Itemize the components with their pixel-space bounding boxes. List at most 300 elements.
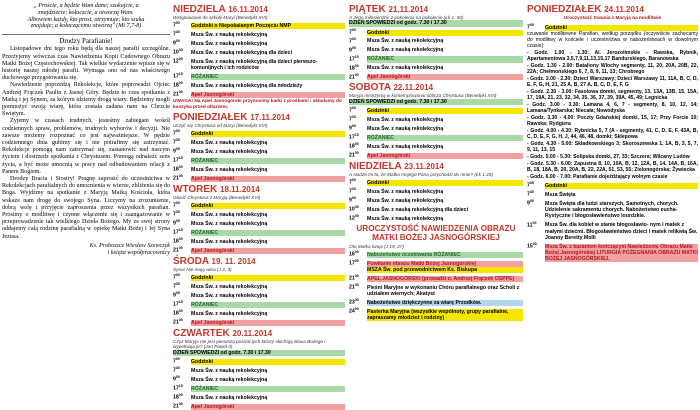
time — [527, 180, 545, 189]
time-minute: 00 — [354, 72, 359, 77]
schedule-row — [527, 180, 698, 189]
vigil-slot: - Godz. 4.30 - 5.00: Składkowskiego 3; Skoroszewska 1, 1A, B, 3, 5, 7, 9, 11, 13, 15 — [527, 141, 698, 154]
schedule-row — [349, 177, 523, 186]
time — [527, 22, 545, 31]
time-hour: 7 — [349, 188, 352, 195]
vigil-slot: - Godz. 2.00 - 2.30: Dzieci Warszawy; Dzieci Warszawy 11, 11A, B, C, D, E, F, G, H, 21, 25 A, B, 27 A, B, C, D, E, F, G — [527, 76, 698, 89]
service-name: Msza Święta — [545, 192, 576, 199]
time-minute: 00 — [351, 178, 356, 183]
time-minute: 15 — [178, 300, 183, 305]
time — [349, 186, 367, 195]
service-name: Msza Św. z nauką rekolekcyjną — [191, 166, 268, 173]
schedule-row — [173, 155, 345, 164]
service-name: Msza Św. z nauką rekolekcyjną — [191, 140, 268, 146]
service-name: Msza Św. z nauką rekolekcyjną — [191, 32, 268, 39]
time — [349, 195, 367, 204]
service-name: Godzinki — [545, 25, 698, 31]
time — [173, 146, 191, 155]
time-hour: 7 — [173, 367, 176, 374]
service-name: Godzinki — [545, 183, 698, 189]
letter-paragraph: Listopadowe dni tego roku będą dla naszej parafii szczególne. Przeżyjemy wówczas czas Nawiedzenia Kopii Cudownego Obrazu Matki Bożej Częstochowskiej. Tak wielkie wydarzenie wpisze się w historię naszej młodej parafii. Wymaga ono od nas właściwego duchowego przygotowania się. — [2, 46, 170, 82]
time-minute: 00 — [178, 174, 183, 179]
time — [173, 47, 191, 56]
schedule-row — [173, 392, 345, 401]
schedule-row — [349, 141, 523, 150]
time — [349, 141, 367, 150]
day-date: 17.11.2014 — [250, 112, 290, 122]
time-minute: 00 — [351, 106, 356, 111]
time-minute: 00 — [178, 309, 183, 314]
service-name: Apel Jasnogórski — [367, 74, 523, 80]
schedule-row — [349, 150, 523, 159]
time-minute: 00 — [532, 241, 537, 246]
time — [173, 356, 191, 365]
time — [173, 383, 191, 392]
service-name: Msza Św. z nauką rekolekcyjną — [367, 143, 444, 150]
schedule-row — [173, 146, 345, 155]
time-hour: 9 — [349, 47, 352, 54]
service-name: Msza Św. z nauką rekolekcyjną — [367, 38, 444, 45]
visitation-title: UROCZYSTOŚĆ NAWIEDZENIA OBRAZU MATKI BOŻEJ JASNOGÓRSKIEJ — [356, 223, 516, 242]
time-minute: 00 — [175, 129, 180, 134]
schedule-row — [173, 71, 345, 80]
time-hour: 7 — [173, 275, 176, 282]
schedule-row — [173, 128, 345, 137]
time-hour: 23 — [349, 299, 355, 306]
service-name: Powitanie obrazu Matki Bożej Jasnogórskiej — [367, 261, 523, 267]
time — [349, 213, 367, 222]
schedule-row — [173, 227, 345, 236]
time-hour: 21 — [173, 319, 179, 326]
service-name: MSZA Św. pod przewodnictwem Ks. Biskupa — [367, 267, 523, 273]
vigil-slot: - Godz. 1.00 - 1.30: Al. Jerozolimskie - Rawska, Rybnik, Apartamentowa 3,5,7,9,11,13,15,17 Bandurskiego, Baranowska — [527, 50, 698, 63]
service-name: APEL JASNOGÓRSKI (prowadzi o. Andrzej Frączek OSPPE) — [367, 276, 523, 282]
schedule-row — [349, 27, 523, 36]
schedule-row — [349, 123, 523, 132]
time-minute: 30 — [175, 138, 180, 143]
vigil-intro: czuwanie modlitewne Parafian, według porządku (oczywiście zachęcamy do modlitwy w kościele i uczestnictwa w nabożeństwach w dowolnym czasie): — [527, 31, 698, 50]
time — [173, 374, 191, 383]
schedule-row — [349, 213, 523, 222]
time — [173, 56, 191, 65]
schedule-column-2 — [349, 2, 523, 402]
time — [349, 45, 367, 54]
day-name: PONIEDZIAŁEK — [173, 111, 248, 123]
service-name: Apel Jasnogórski — [367, 153, 523, 159]
time-hour: 18 — [173, 166, 179, 173]
time-hour: 7 — [349, 116, 352, 123]
service-name: Msza Św. z nauką rekolekcyjną — [191, 220, 268, 227]
confession-note: DZIEŃ SPOWIEDZI od godz. 7.30 i 17.30 — [173, 350, 345, 356]
service-name: Msza Św. z nauką rekolekcyjną — [191, 284, 268, 291]
time-minute: 00 — [175, 291, 180, 296]
time-hour: 7 — [173, 203, 176, 210]
time-minute: 00 — [175, 273, 180, 278]
service-name: RÓŻANIEC — [191, 386, 345, 392]
time-hour: 24 — [349, 308, 355, 315]
time — [349, 258, 367, 267]
time-hour: 18 — [173, 82, 179, 89]
service-name: Msza Św. z nauką rekolekcyjną dla dzieci — [367, 206, 469, 213]
time-minute: 00 — [178, 237, 183, 242]
time-hour: 16 — [349, 251, 355, 258]
time-hour: 7 — [527, 25, 530, 32]
service-name: RÓŻANIEC — [191, 230, 345, 236]
time-hour: 7 — [173, 212, 176, 219]
time-hour: 17 — [349, 56, 355, 63]
vigil-slot: - Godz. 1.30 - 2.00: Bataliony Wlochy segmenty, 11, 20, 20A, 20B, 22, 22A; Chełmońskiego 6, 7, 8, 9, 11, 13; Chrobrego — [527, 63, 698, 76]
day-motto: Maryja mistrzynią w kontemplowaniu oblicza Chrystusa (Benedykt XVI) — [349, 93, 497, 99]
time-minute: 30 — [529, 190, 534, 195]
time-minute: 30 — [354, 205, 359, 210]
time-hour: 21 — [173, 247, 179, 254]
time-minute: 00 — [175, 39, 180, 44]
schedule-row — [527, 241, 698, 262]
service-name: Msza Św. z nauką rekolekcyjną — [191, 367, 268, 374]
service-name: RÓŻANIEC — [367, 135, 523, 141]
time — [173, 245, 191, 254]
time-minute: 00 — [354, 63, 359, 68]
time-hour: 7 — [349, 38, 352, 45]
time-minute: 00 — [529, 181, 534, 186]
time — [173, 209, 191, 218]
schedule-row — [349, 204, 523, 213]
schedule-row — [173, 374, 345, 383]
service-name: Msza Św. z nauką rekolekcyjną — [367, 65, 444, 72]
time-hour: 18 — [349, 143, 355, 150]
quote-line: „ Proście, a będzie Wam dane; szukajcie, a — [33, 3, 139, 9]
schedule-row — [527, 22, 698, 31]
greeting: Drodzy Parafianie! — [59, 37, 113, 46]
schedule-row — [173, 365, 345, 374]
time-minute: 15 — [178, 228, 183, 233]
time — [173, 299, 191, 308]
day-name: PIĄTEK — [349, 4, 386, 15]
time-minute: 00 — [354, 214, 359, 219]
time-minute: 00 — [175, 21, 180, 26]
schedule-row — [173, 383, 345, 392]
service-name: RÓŻANIEC — [191, 74, 345, 80]
schedule-row — [173, 401, 345, 410]
service-name: Msza Św. z nauką rekolekcyjną dla młodzieży — [191, 82, 303, 89]
schedule-row — [349, 306, 523, 321]
time-hour: 7 — [173, 358, 176, 365]
time — [349, 63, 367, 72]
time-minute: 00 — [175, 201, 180, 206]
time — [173, 38, 191, 47]
time-minute: 00 — [178, 318, 183, 323]
vigil-slot: - Godz. 5.30 - 6.00: Zapustna 8, 10, 10A, B, 12, 12A, B, 14, 14A, B, 16A, B, 18, 18A, B, 20, 20A, B, 22, 22A, 51, 53, 55; Zielonogórska; Żywiecka — [527, 161, 698, 174]
service-name: Apel Jasnogórski — [191, 248, 345, 254]
time — [173, 317, 191, 326]
service-name: RÓŻANIEC — [367, 56, 523, 62]
day-motto: Wstępowanie do szkoły Maryi (Benedykt XVI) — [173, 15, 268, 20]
time-minute: 00 — [351, 27, 356, 32]
time — [173, 29, 191, 38]
time-hour: 9 — [349, 125, 352, 132]
schedule-row — [349, 72, 523, 81]
time — [173, 155, 191, 164]
day-date: 20.11.2014 — [232, 329, 273, 339]
vigil-slot: - Godz. 2.30 - 3.00: Fasolowa domki, segmenty, 13, 13A, 13B, 15, 15A, 17, 19A, 21, 23, 32, 34, 35, 36, 37, 39, 39A, 45, 49; Legnicka — [527, 89, 698, 102]
time-hour: 18 — [349, 65, 355, 72]
time-hour: 11 — [527, 222, 533, 229]
time-minute: 30 — [351, 187, 356, 192]
vigil-slot: - Godz. 5.00 - 5.30: Solipska domki, 27, 33; Szczera; Wilcany Ludów — [527, 154, 690, 161]
schedule-row — [173, 290, 345, 299]
time-minute: 30 — [178, 48, 183, 53]
time — [173, 272, 191, 281]
time-minute: 00 — [178, 401, 183, 406]
day-header — [349, 82, 523, 93]
letter-paragraph: Żyjemy w czasach trudnych, jesteśmy zabiegani wokół codziennych spraw, problemów, trudnych wyborów i decyzji. Nie zawsze możemy rozpoznać co jest najważniejsze. W pędzie codziennego dnia gubimy się i nie potrafimy się zatrzymać. Rekolekcje pomogą nam zatrzymać się, zastanowić nad naszym życiem i dostrzedz spotkania z Chrystusem. Pomogą odnaleźć sens życia, a być może umocnią w pracy nad odbudowaniem relacji z Panem Bogiem. — [2, 118, 170, 175]
time-minute: 00 — [175, 375, 180, 380]
time-hour: 12 — [349, 215, 355, 222]
time — [349, 27, 367, 36]
schedule-row — [349, 186, 523, 195]
schedule-row — [349, 297, 523, 306]
confession-note: DZIEŃ SPOWIEDZI od godz. 7.30 i 17.30 — [349, 20, 523, 26]
time — [173, 218, 191, 227]
time — [173, 164, 191, 173]
service-name: RÓŻANIEC — [191, 158, 345, 164]
time-minute: 00 — [178, 392, 183, 397]
time-hour: 7 — [173, 284, 176, 291]
service-name: Msza Św. z nauką rekolekcyjną — [367, 47, 444, 54]
time-minute: 30 — [175, 282, 180, 287]
time — [173, 236, 191, 245]
service-name: Godzinki — [191, 359, 345, 365]
time — [173, 401, 191, 410]
time — [349, 114, 367, 123]
schedule-row — [173, 218, 345, 227]
schedule-row — [349, 249, 523, 258]
service-name: Msza Św. z nauką rekolekcyjną — [367, 125, 444, 132]
time-hour: 21 — [173, 175, 179, 182]
time-minute: 00 — [175, 357, 180, 362]
time-minute: 00 — [175, 147, 180, 152]
day-motto: A słudze mi to, że Matka mojego Pana przychodzi do mnie? (Łk 1,43) — [349, 171, 493, 177]
time-minute: 00 — [354, 307, 359, 312]
schedule-row — [349, 45, 523, 54]
time — [349, 150, 367, 159]
time-minute: 15 — [178, 72, 183, 77]
service-name: Apel Jasnogórski — [191, 176, 345, 182]
service-name: Msza Św. z nauką rekolekcyjną — [191, 310, 268, 317]
schedule-row — [527, 189, 698, 198]
schedule-row — [349, 132, 523, 141]
time-minute: 15 — [178, 156, 183, 161]
schedule-row — [349, 63, 523, 72]
time-minute: 00 — [354, 150, 359, 155]
time-hour: 9 — [349, 197, 352, 204]
schedule-row — [173, 308, 345, 317]
day-name: PONIEDZIAŁEK — [527, 4, 602, 15]
time-hour: 7 — [173, 131, 176, 138]
time-hour: 21 — [349, 152, 355, 159]
vigil-slot: - Godz. 3.00 - 3.30: Lamana 4, 6, 7 - segmenty, 8, 10, 12, 14; Lamana/Tynkarska; Niecała; Nowodyska — [527, 102, 698, 115]
time — [527, 241, 545, 250]
time-minute: 00 — [354, 258, 359, 263]
service-name: Godzinki — [191, 203, 345, 209]
time-hour: 10 — [173, 49, 179, 56]
vigil-slot: - Godz. 4.00 - 4.30: Rybnicka 5, 7 (A - segmenty, 41, C, D, E, F, 43A, B, C, D, E, F, G, H, J, 44, 46, 48, domki; Sklepowa — [527, 128, 698, 141]
schedule-row — [173, 281, 345, 290]
time-hour: 17 — [173, 229, 179, 236]
schedule-row — [173, 137, 345, 146]
time — [173, 290, 191, 299]
time — [349, 306, 367, 315]
time — [173, 128, 191, 137]
time — [173, 71, 191, 80]
schedule-row — [349, 105, 523, 114]
time-hour: 7 — [173, 23, 176, 30]
time-minute: 00 — [354, 249, 359, 254]
day-date: 19. 11. 2014 — [211, 256, 256, 266]
time-hour: 17 — [173, 74, 179, 81]
time-hour: 9 — [173, 376, 176, 383]
day-motto: Uczyć się Chrystusa od Maryi (Benedykt XVI) — [173, 122, 268, 128]
service-name: Msza Św. z nauką rekolekcyjną — [191, 394, 268, 401]
day-date: 23.11.2014 — [404, 161, 444, 171]
schedule-row — [349, 273, 523, 282]
day-name: WTOREK — [173, 183, 218, 195]
service-name: Msza Św. z nauką rekolekcyjną — [191, 293, 268, 299]
time-hour: 12 — [173, 58, 179, 65]
signature-line: Ks. Proboszcz Wiesław Szewczyk — [89, 242, 170, 249]
schedule-row — [173, 56, 345, 71]
schedule-row — [349, 282, 523, 297]
schedule-column-1 — [173, 2, 345, 410]
time-minute: 00 — [351, 196, 356, 201]
day-name: NIEDZIELA — [173, 4, 226, 15]
time-minute: 00 — [178, 90, 183, 95]
day-motto: A Jego miłosierdzie z pokolenia na pokolenie (Łk 1, 50) — [349, 15, 464, 20]
time-hour: 17 — [349, 260, 355, 267]
day-name: ŚRODA — [173, 255, 209, 267]
time-hour: 9 — [173, 220, 176, 227]
time — [173, 227, 191, 236]
service-name: Msza Święta dla ludzi starszych, Samotnych, chorych. Udzielenie sakramentu chorych. Nabożeństwo eucha- Rystyczne i błogosławieństwo lourdzkie. — [545, 200, 679, 220]
time-minute: 00 — [354, 274, 359, 279]
time — [173, 392, 191, 401]
time-hour: 18 — [173, 238, 179, 245]
vigil-slot: - Godz. 3.30 - 4.00: Poczty Gdańskiej domki, 15, 17; Przy Forcie 10; Rawska; Rydgiera — [527, 115, 698, 128]
day-name: SOBOTA — [349, 82, 391, 94]
schedule-row — [349, 36, 523, 45]
schedule-row — [173, 20, 345, 29]
time-minute: 00 — [351, 45, 356, 50]
time-hour: 17 — [349, 134, 355, 141]
time — [349, 72, 367, 81]
letter-paragraph: Nawiedzenie poprzedzą Rekolekcje, które poprowadzi Ojciec Andrzej Frączek Paulin z Jasnej Góry. Będzie to czas spotkania z Matką i jej Synem, za którym idziemy drogą wiary. Będziemy mogli pomnożyć swoją wiarę, która została zadana nam na Chrzcie Świętym. — [2, 82, 170, 118]
time-minute: 00 — [178, 57, 183, 62]
day-date: 21.11.2014 — [388, 5, 429, 14]
time — [173, 200, 191, 209]
time-minute: 00 — [532, 220, 537, 225]
time — [527, 220, 545, 229]
service-name: Msza Św. z nauką rekolekcyjną — [191, 376, 268, 383]
time-hour: 9 — [173, 293, 176, 299]
service-name: Nabożeństwo oczekiwania RÓŻANIEC — [367, 252, 523, 258]
service-name: Godzinki — [367, 108, 523, 114]
day-lead: Uroczystość trwania z Maryją na modlitwie — [563, 16, 662, 21]
time — [349, 297, 367, 306]
schedule-row — [349, 258, 523, 267]
service-name: Msza Św. z nauką rekolekcyjną dla dzieci — [191, 49, 293, 56]
time-minute: 30 — [175, 30, 180, 35]
day-motto: Czyż Maryja nie jest pierwszą pośród tych którzy słuchają słowa Bożego i wypełniają je? (Jan Paweł II) — [173, 339, 326, 350]
time-hour: 9 — [173, 148, 176, 155]
schedule-row — [349, 267, 523, 273]
day-header — [173, 256, 345, 267]
time-minute: 15 — [354, 133, 359, 138]
time — [173, 173, 191, 182]
time — [349, 54, 367, 63]
schedule-row — [173, 209, 345, 218]
day-header — [173, 112, 345, 123]
service-name: Godzinki o Niepokalanym Poczęciu NMP — [191, 23, 345, 29]
service-name: Msza Św. z kazaniem kończącym Nawiedzenie Obrazu Matki Bożej Jasnogórskiej LITURGIA POŻEGNANIA OBRAZU MATKI BOŻEJ JASNOGÓRSKIEJ. — [545, 243, 698, 263]
time-minute: 30 — [354, 282, 359, 287]
time-hour: 9 — [173, 41, 176, 48]
service-name: Nabożeństwo dziękczynne za wiarę Przodków. — [367, 300, 523, 306]
time — [173, 80, 191, 89]
time — [173, 89, 191, 98]
time — [527, 198, 545, 207]
day-name: CZWARTEK — [173, 328, 230, 340]
time-hour: 17 — [173, 301, 179, 308]
service-name: Msza Św. dla kobiet w stanie błogosławio- nym i matek z małymi dziećmi. Błogosławieństwo dzieci i matek relikwią Św. Joanny Beretty Molli — [545, 222, 698, 241]
service-name: Pieśni Maryjne w wykonaniu Chóru parafialnego oraz Scholi z udziałem wiernych; Akatyst — [367, 284, 520, 297]
quote-line: znajdziecie; kołaczcie, a otworzą Wam. — [38, 9, 134, 16]
schedule-row — [173, 47, 345, 56]
time-hour: 21 — [349, 284, 355, 291]
time-hour: 21 — [173, 91, 179, 98]
service-name: Pasterka Maryjna (wszystkie wspólnoty, grupy parafialne, zapraszamy młodzież i rodziny) — [367, 309, 523, 321]
schedule-row — [173, 173, 345, 182]
time-hour: 18 — [173, 310, 179, 317]
time — [349, 273, 367, 282]
time-minute: 30 — [175, 366, 180, 371]
time — [349, 123, 367, 132]
time-hour: 7 — [527, 183, 530, 190]
time-hour: 10 — [349, 206, 355, 213]
time — [349, 204, 367, 213]
letter-paragraph: Drodzy Bracia i Siostry! Pragnę zaprosić do uczestnictwa w Rekolekcjach parafialnych do umocnienia w wierze, zbliżenia się do Boga. Wyjdźmy na spotkanie z Maryją Matką Kościoła, która wskaże nam drogę do swojego Syna. Liczymy na zrozumienie, dobrą wolę i przyjęcie zaproszenia przez wszystkich parafian. Prosimy o modlitwę i czynne włączenie się i zaangażowanie w przeprowadzenie tak wielkiego Dzieła Bożego. My ze swej strony oddajemy całą rodzinę parafialną w opiekę Matki Bożej i Jej Syna Jezusa. — [2, 176, 170, 240]
scripture-quote — [2, 2, 170, 35]
time-hour: 7 — [173, 32, 176, 39]
schedule-row — [173, 164, 345, 173]
time-minute: 15 — [354, 54, 359, 59]
time-hour: 15 — [527, 243, 533, 250]
schedule-row — [173, 80, 345, 89]
day-header — [349, 4, 523, 15]
time — [173, 137, 191, 146]
time-hour: 21 — [173, 403, 179, 410]
time — [349, 282, 367, 291]
time-hour: 7 — [527, 192, 530, 199]
day-date: 18.11.2014 — [220, 184, 260, 194]
schedule-column-3 — [527, 2, 698, 402]
visitation-motto: Oto Matka twoja (J 19, 27) — [349, 243, 404, 249]
day-motto: Syna! Nie mają wina (J 2, 3) — [173, 266, 232, 272]
service-name: Godzinki — [191, 275, 345, 281]
day-header — [173, 328, 345, 339]
time-minute: 30 — [354, 298, 359, 303]
service-name: Godzinki — [191, 131, 345, 137]
service-name: Msza Św. z nauką rekolekcyjną — [367, 188, 444, 195]
